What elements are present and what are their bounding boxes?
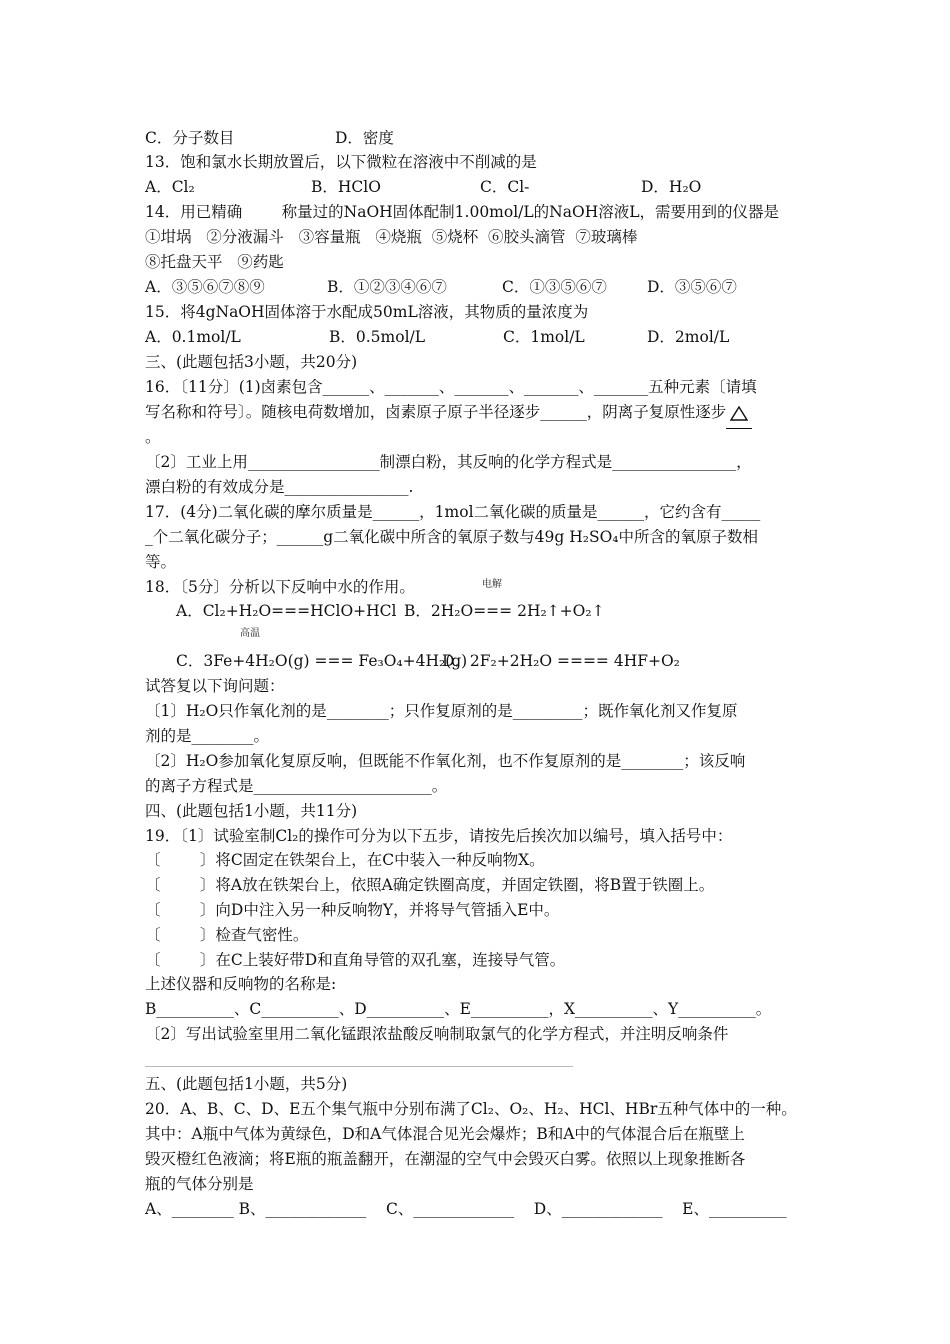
q20-line1: 20．A、B、C、D、E五个集气瓶中分别布满了Cl₂、O₂、H₂、HCl、HBr五种气体中的一种。 [145,1100,797,1118]
q19-part2: 〔2〕写出试验室里用二氧化锰跟浓盐酸反响制取氯气的化学方程式，并注明反响条件 [145,1025,729,1043]
section-3-heading: 三、(此题包括3小题，共20分) [145,353,358,371]
q18-part2-line1: 〔2〕H₂O参加氧化复原反响，但既能不作氧化剂，也不作复原剂的是________；该反响 [145,752,746,770]
q18-equation-c: C．3Fe+4H₂O(g) === Fe₃O₄+4H₂(g) [176,652,468,670]
q18-stem: 18．〔5分〕分析以下反响中水的作用。 [145,578,415,596]
q13-stem: 13．饱和氯水长期放置后，以下微粒在溶液中不削减的是 [145,153,537,171]
q19-step: 〔 〕向D中注入另一种反响物Y，并将导气管插入E中。 [145,901,560,919]
q20-line2: 其中：A瓶中气体为黄绿色，D和A气体混合见光会爆炸；B和A中的气体混合后在瓶壁上 [145,1125,745,1143]
q14-stem: 14．用已精确 称量过的NaOH固体配制1.00mol/L的NaOH溶液L，需要用到的仪器是 [145,203,780,221]
q15-option-c: C．1mol/L [503,328,585,346]
q19-names-prompt: 上述仪器和反响物的名称是: [145,975,337,993]
q15-option-a: A．0.1mol/L [145,328,241,346]
q18-equation-a: A．Cl₂+H₂O===HClO+HCl [176,602,397,620]
q14-instruments-line2: ⑧托盘天平 ⑨药匙 [145,253,284,271]
q14-option-a: A．③⑤⑥⑦⑧⑨ [145,278,265,296]
answer-line [145,1066,573,1067]
q18-part1-line1: 〔1〕H₂O只作氧化剂的是________；只作复原剂的是_________；既作氧化剂又作复原 [145,702,738,720]
q19-step: 〔 〕将C固定在铁架台上，在C中装入一种反响物X。 [145,851,545,869]
q16-line2-text: 写名称和符号〕。随核电荷数增加，卤素原子原子半径逐步______，阴离子复原性逐步 [145,403,727,421]
q20-answers: A、________ B、_____________ C、_____________ D、_____________ E、__________ [145,1200,787,1218]
q16-line4: 〔2〕工业上用_________________制漂白粉，其反响的化学方程式是________________， [145,453,752,471]
q20-line4: 瓶的气体分别是 [145,1175,254,1193]
q18-equation-b: B．2H₂O=== 2H₂↑+O₂↑ [404,602,605,620]
q15-option-d: D．2mol/L [647,328,730,346]
section-4-heading: 四、(此题包括1小题，共11分) [145,802,358,820]
q13-option-c: C．Cl- [480,178,530,196]
q19-names-blanks: B__________、C__________、D__________、E__________，X__________、Y__________。 [145,1000,772,1018]
q16-line1: 16．〔11分〕(1)卤素包含______、_______、_______、_______、_______五种元素〔请填 [145,378,757,396]
q16-line2 [145,400,752,429]
q12-option-d: D．密度 [335,129,394,147]
q18-equation-d: D．2F₂+2H₂O ==== 4HF+O₂ [442,652,680,670]
q16-blank [726,404,752,429]
q13-option-a: A．Cl₂ [145,178,195,196]
q15-stem: 15．将4gNaOH固体溶于水配成50mL溶液，其物质的量浓度为 [145,303,589,321]
q19-step: 〔 〕在C上装好带D和直角导管的双孔塞，连接导气管。 [145,951,566,969]
q12-option-c: C．分子数目 [145,129,235,147]
q17-line2: _个二氧化碳分子；______g二氧化碳中所含的氧原子数与49g H₂SO₄中所含的氧原子数相 [145,528,759,546]
q14-option-c: C．①③⑤⑥⑦ [502,278,607,296]
q17-line3: 等。 [145,553,177,571]
q14-option-d: D．③⑤⑥⑦ [647,278,737,296]
q17-line1: 17．(4分)二氧化碳的摩尔质量是______，1mol二氧化碳的质量是______，它约含有_____ [145,503,761,521]
q13-option-d: D．H₂O [641,178,702,196]
q18-part2-line2: 的离子方程式是_______________________。 [145,777,448,795]
q18-prompt: 试答复以下询问题： [145,677,285,695]
q16-line5: 漂白粉的有效成分是________________. [145,478,414,496]
q18-part1-line2: 剂的是________。 [145,727,270,745]
triangle-icon [730,406,748,421]
q19-step: 〔 〕检查气密性。 [145,926,309,944]
q14-instruments-line1: ①坩埚 ②分液漏斗 ③容量瓶 ④烧瓶 ⑤烧杯 ⑥胶头滴管 ⑦玻璃棒 [145,228,638,246]
q19-step: 〔 〕将A放在铁架台上，依照A确定铁圈高度，并固定铁圈，将B置于铁圈上。 [145,876,715,894]
q13-option-b: B．HClO [311,178,381,196]
q14-option-b: B．①②③④⑥⑦ [327,278,447,296]
q15-option-b: B．0.5mol/L [329,328,426,346]
q16-line3: 。 [145,428,161,446]
q20-line3: 毁灭橙红色液滴；将E瓶的瓶盖翻开，在潮湿的空气中会毁灭白雾。依照以上现象推断各 [145,1150,746,1168]
q18-electrolysis-label: 电解 [482,579,502,590]
q19-stem: 19．〔1〕试验室制Cl₂的操作可分为以下五步，请按先后挨次加以编号，填入括号中： [145,827,733,845]
section-5-heading: 五、(此题包括1小题，共5分) [145,1075,348,1093]
q18-high-temp-label: 高温 [240,628,260,639]
